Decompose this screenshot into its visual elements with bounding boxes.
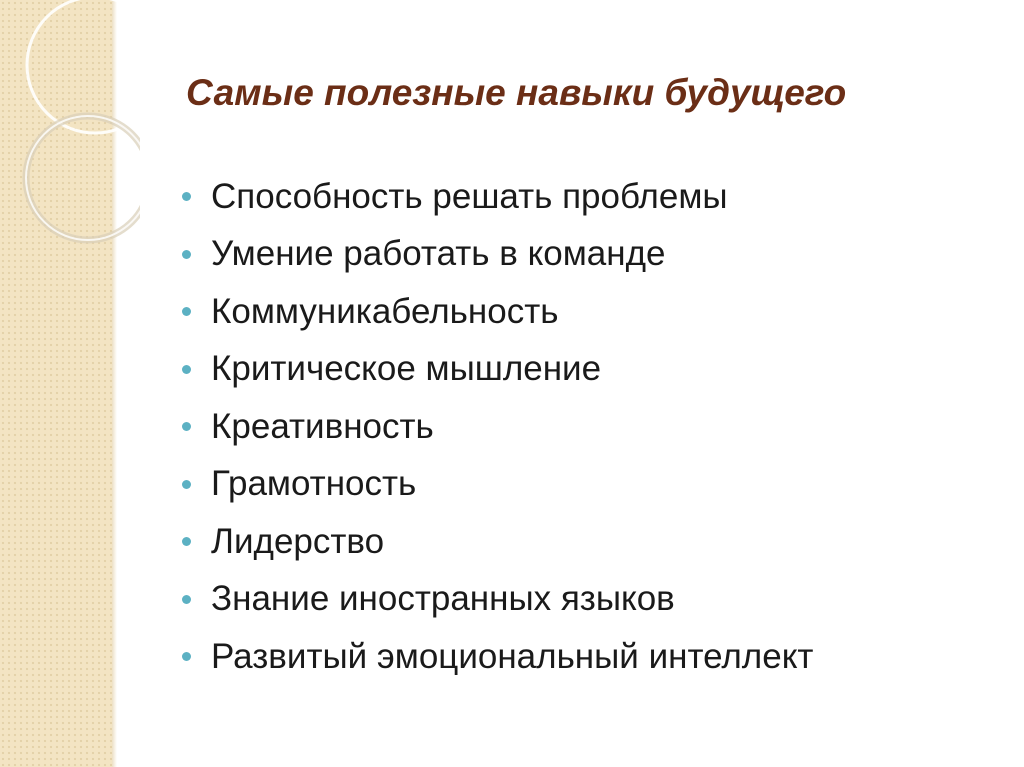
skill-label: Способность решать проблемы (211, 176, 728, 216)
bullet-icon (182, 480, 191, 489)
skill-label: Грамотность (211, 464, 417, 504)
decorative-ring-bottom-inner (26, 116, 140, 240)
slide-title: Самые полезные навыки будущего (186, 72, 847, 113)
bullet-icon (182, 652, 191, 661)
bullet-icon (182, 422, 191, 431)
bullet-icon (182, 250, 191, 259)
decorative-rings (0, 0, 140, 260)
bullet-icon (182, 365, 191, 374)
skill-label: Креативность (211, 406, 434, 446)
list-item (182, 398, 813, 456)
list-item (182, 168, 813, 226)
bullet-icon (182, 595, 191, 604)
list-item (182, 341, 813, 399)
list-item (182, 226, 813, 284)
skill-label: Критическое мышление (211, 349, 602, 389)
skill-label: Развитый эмоциональный интеллект (211, 636, 814, 676)
list-item (182, 628, 813, 686)
bullet-icon (182, 537, 191, 546)
skills-list (182, 168, 813, 686)
list-item (182, 513, 813, 571)
bullet-icon (182, 192, 191, 201)
list-item (182, 571, 813, 629)
skill-label: Умение работать в команде (211, 234, 666, 274)
skill-label: Знание иностранных языков (211, 579, 675, 619)
list-item (182, 456, 813, 514)
list-item (182, 283, 813, 341)
skill-label: Лидерство (211, 521, 385, 561)
skill-label: Коммуникабельность (211, 291, 559, 331)
bullet-icon (182, 307, 191, 316)
